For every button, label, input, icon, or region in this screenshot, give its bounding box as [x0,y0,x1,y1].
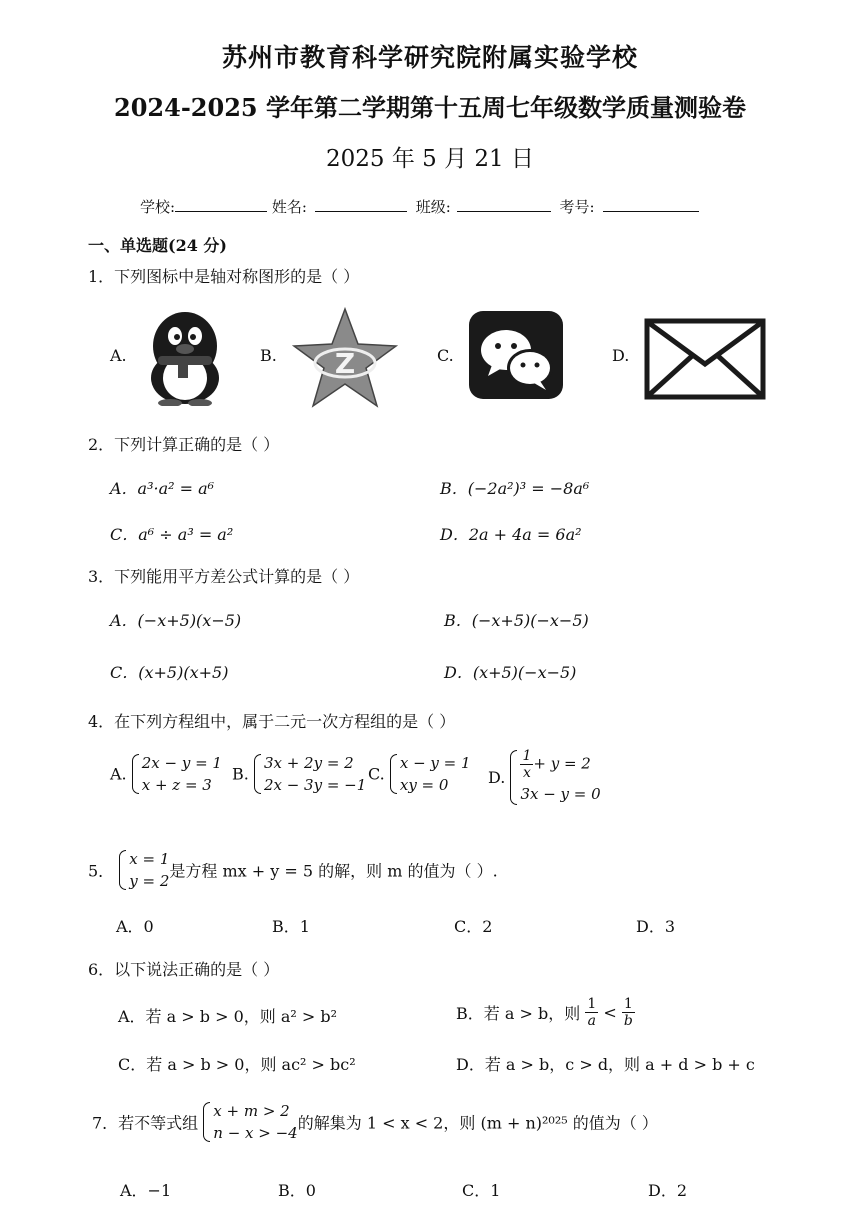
q4-c-eq1: x − y = 1 [399,754,471,772]
q5-rest: 是方程 mx + y = 5 的解，则 m 的值为（ ）. [169,861,498,881]
q7-option-d: D．2 [648,1181,688,1200]
q7-option-c: C．1 [462,1181,501,1200]
q4-a-eq2: x + z = 3 [141,776,212,794]
q2-option-b: B．(−2a²)³ = −8a⁶ [440,479,590,498]
class-blank[interactable] [457,197,551,212]
q2-stem: 2．下列计算正确的是（ ） [88,435,280,454]
q4-option-b [232,752,366,796]
q7-prefix: 7．若不等式组 [92,1113,199,1133]
q1-label-c: C. [437,346,454,365]
q5-number: 5． [88,861,115,881]
q1-stem: 1．下列图标中是轴对称图形的是（ ） [88,267,360,286]
q5-eq2: y = 2 [129,872,170,890]
q6-b-frac1-num: 1 [587,996,597,1012]
q5-stem [88,848,498,892]
q7-ineq2: n − x > −4 [213,1124,298,1142]
q5-option-a: A．0 [116,917,154,936]
q7-system [203,1100,297,1144]
student-info-row [140,196,699,217]
q1-label-a: A. [110,346,127,365]
q4-a-system [132,752,222,796]
q1-label-d: D. [612,346,630,365]
q4-d-numerator: 1 [522,748,532,764]
q3-option-b: B．(−x+5)(−x−5) [444,611,589,630]
q4-b-system [254,752,366,796]
q6-option-c: C．若 a > b > 0，则 ac² > bc² [118,1055,356,1074]
q3-stem: 3．下列能用平方差公式计算的是（ ） [88,567,360,586]
q2-option-d: D．2a + 4a = 6a² [440,525,582,544]
q6-b-less-than: < [603,1003,617,1022]
q6-b-frac1 [585,996,598,1029]
id-blank[interactable] [603,197,699,212]
school-blank[interactable] [175,197,267,212]
q3-option-d: D．(x+5)(−x−5) [444,663,577,682]
q7-stem [92,1100,658,1144]
chat-bubbles-icon [468,310,564,400]
name-label: 姓名: [271,198,307,216]
q4-d-label: D. [488,768,506,787]
q6-b-prefix: B．若 a > b，则 [456,1004,581,1023]
q4-option-a [110,752,222,796]
q4-d-eq2: 3x − y = 0 [520,785,601,803]
q6-b-frac2-num: 1 [622,996,635,1013]
q4-c-eq2: xy = 0 [399,776,449,794]
q3-option-c: C．(x+5)(x+5) [110,663,229,682]
q6-b-frac2-den: b [623,1013,633,1029]
q6-b-frac1-den: a [587,1013,596,1029]
q4-d-system [510,748,600,807]
q5-system [119,848,169,892]
q6-stem: 6．以下说法正确的是（ ） [88,960,280,979]
school-title: 苏州市教育科学研究院附属实验学校 [221,43,638,72]
q4-d-eq1-rest: + y = 2 [533,754,591,773]
q4-a-label: A. [110,764,127,784]
q4-c-label: C. [368,764,385,784]
q2-option-a: A．a³·a² = a⁶ [110,479,215,498]
q5-option-c: C．2 [454,917,493,936]
school-label: 学校: [140,198,176,216]
q5-option-b: B．1 [272,917,310,936]
class-label: 班级: [415,198,451,216]
exam-title: 2024-2025 学年第二学期第十五周七年级数学质量测验卷 [114,93,746,122]
q4-a-eq1: 2x − y = 1 [141,754,222,772]
q7-option-b: B．0 [278,1181,316,1200]
penguin-icon [140,306,230,406]
q5-option-d: D．3 [636,917,676,936]
q4-option-c [368,752,471,796]
exam-date: 2025 年 5 月 21 日 [326,146,534,172]
q6-option-a: A．若 a > b > 0，则 a² > b² [118,1007,338,1026]
envelope-icon [644,318,766,400]
q4-c-system [390,752,471,796]
q1-label-b: B. [260,346,277,365]
q5-eq1: x = 1 [129,850,170,868]
q3-option-a: A．(−x+5)(x−5) [110,611,242,630]
q4-b-label: B. [232,764,249,784]
q7-rest: 的解集为 1 < x < 2，则 (m + n)²⁰²⁵ 的值为（ ） [297,1113,658,1133]
q7-option-a: A．−1 [120,1181,172,1200]
q4-d-fraction [520,748,533,781]
q6-b-frac2 [622,996,635,1029]
section-title: 一、单选题(24 分) [88,236,227,255]
q4-option-d [488,748,601,807]
q4-d-denominator: x [522,765,531,781]
q4-b-eq2: 2x − 3y = −1 [263,776,367,794]
q4-b-eq1: 3x + 2y = 2 [263,754,354,772]
q7-ineq1: x + m > 2 [213,1102,290,1120]
q6-option-b [456,996,635,1029]
q4-stem: 4．在下列方程组中，属于二元一次方程组的是（ ） [88,712,456,731]
id-label: 考号: [559,198,595,216]
name-blank[interactable] [315,197,407,212]
star-letter: Z [334,347,356,380]
q2-option-c: C．a⁶ ÷ a³ = a² [110,525,234,544]
star-z-icon [290,306,400,410]
q6-option-d: D．若 a > b，c > d，则 a + d > b + c [456,1055,755,1074]
